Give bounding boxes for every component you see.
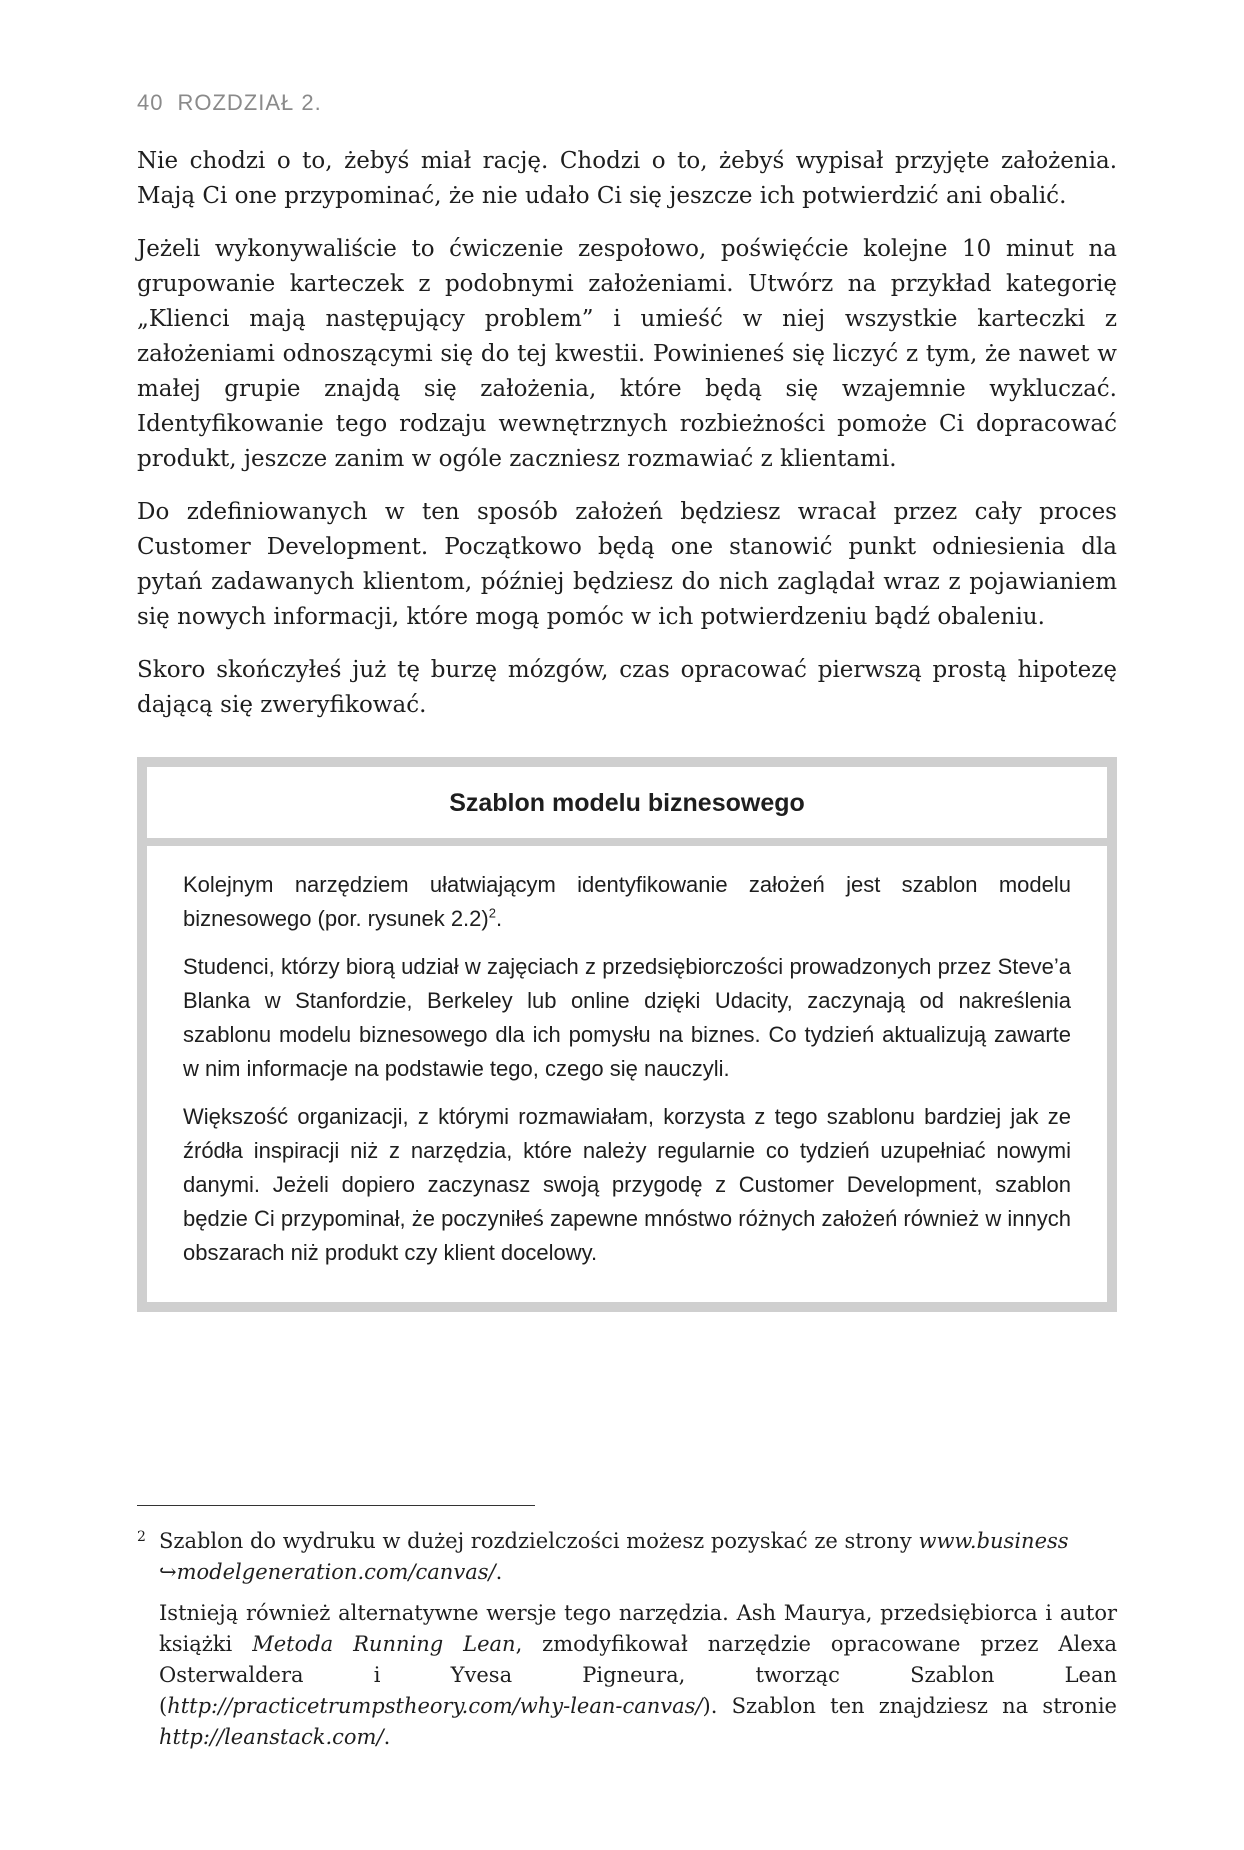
footnote-link-part-1[interactable]: www.business (918, 1529, 1069, 1553)
lean-canvas-link[interactable]: http://practicetrumpstheory.com/why-lean-canvas/ (167, 1694, 703, 1718)
footnote-link-part-2[interactable]: modelgeneration.com/canvas/ (176, 1560, 496, 1584)
footnote-reference[interactable]: 2 (488, 905, 496, 921)
sidebar-paragraph-1-end: . (495, 906, 503, 931)
body-paragraph-1: Nie chodzi o to, żebyś miał rację. Chodzi o to, żebyś wypisał przyjęte założenia. Mają Ci one przypominać, że nie udało Ci się jeszcze ich potwierdzić ani obalić. (137, 148, 1117, 209)
sidebar-title: Szablon modelu biznesowego (147, 767, 1107, 846)
body-paragraph-3: Do zdefiniowanych w ten sposób założeń będziesz wracał przez cały proces Customer Development. Początkowo będą one stanowić punkt odniesienia dla pytań zadawanych klientom, później będziesz do nich zaglądał wraz z pojawianiem się nowych informacji, które mogą pomóc w ich potwierdzeniu bądź obaleniu. (137, 499, 1117, 630)
leanstack-link[interactable]: http://leanstack.com/ (159, 1725, 384, 1749)
body-paragraph-4: Skoro skończyłeś już tę burzę mózgów, czas opracować pierwszą prostą hipotezę dającą się zweryfikować. (137, 657, 1117, 718)
sidebar-paragraph-1-text: Kolejnym narzędziem ułatwiającym identyfikowanie założeń jest szablon modelu biznesowego (por. rysunek 2.2) (183, 872, 1071, 931)
footnote-text-end: . (495, 1560, 503, 1584)
sidebar-paragraph-3: Większość organizacji, z którymi rozmawiałam, korzysta z tego szablonu bardziej jak ze źródła inspiracji niż z narzędzia, które należy regularnie co tydzień uzupełniać nowymi danymi. Jeżeli dopiero zaczynasz swoją przygodę z Customer Development, szablon będzie Ci przypominał, że poczyniłeś zapewne mnóstwo różnych założeń również w innych obszarach niż produkt czy klient docelowy. (183, 1104, 1071, 1265)
page-content (137, 90, 1117, 1312)
body-paragraph-2: Jeżeli wykonywaliście to ćwiczenie zespołowo, poświęćcie kolejne 10 minut na grupowanie karteczek z podobnymi założeniami. Utwórz na przykład kategorię „Klienci mają następujący problem” i umieść w niej wszystkie karteczki z założeniami odnoszącymi się do tej kwestii. Powinieneś się liczyć z tym, że nawet w małej grupie znajdą się założenia, które będą się wzajemnie wykluczać. Identyfikowanie tego rodzaju wewnętrznych rozbieżności pomoże Ci dopracować produkt, jeszcze zanim w ogóle zaczniesz rozmawiać z klientami. (137, 236, 1117, 472)
footnote-rule (137, 1505, 535, 1506)
footnote-text-d: . (383, 1725, 391, 1749)
book-title: Metoda Running Lean (252, 1632, 516, 1656)
footnote-text: Szablon do wydruku w dużej rozdzielczości możesz pozyskać ze strony (159, 1529, 919, 1553)
sidebar-box (137, 757, 1117, 1312)
sidebar-paragraph-2: Studenci, którzy biorą udział w zajęciach z przedsiębiorczości prowadzonych przez Steve’a Blanka w Stanfordzie, Berkeley lub online dzięki Udacity, zaczynają od nakreślenia szablonu modelu biznesowego dla ich pomysłu na biznes. Co tydzień aktualizują zawarte w nim informacje na podstawie tego, czego się nauczyli. (183, 954, 1071, 1081)
footnotes (137, 1505, 1117, 1763)
footnote-text-a: Istnieją również alternatywne wersje tego narzędzia. Ash Maurya, przedsiębiorca i autor książki (159, 1601, 1117, 1656)
footnote-number: 2 (137, 1529, 146, 1545)
footnote-text-c: ). Szablon ten znajdziesz na stronie (702, 1694, 1117, 1718)
line-continuation-arrow-icon: ↪ (159, 1560, 177, 1584)
chapter-label: ROZDZIAŁ 2. (177, 90, 322, 115)
running-head (137, 90, 1117, 116)
footnote-2-continuation (137, 1598, 1117, 1753)
footnote-2 (137, 1526, 1117, 1588)
footnote-text-b: , zmodyfikował narzędzie opracowane przez Alexa Osterwaldera i Yvesa Pigneura, tworząc Szablon Lean ( (159, 1632, 1117, 1718)
page-number: 40 (137, 90, 164, 115)
sidebar-body (147, 846, 1107, 1302)
sidebar-paragraph-1 (183, 868, 1071, 936)
